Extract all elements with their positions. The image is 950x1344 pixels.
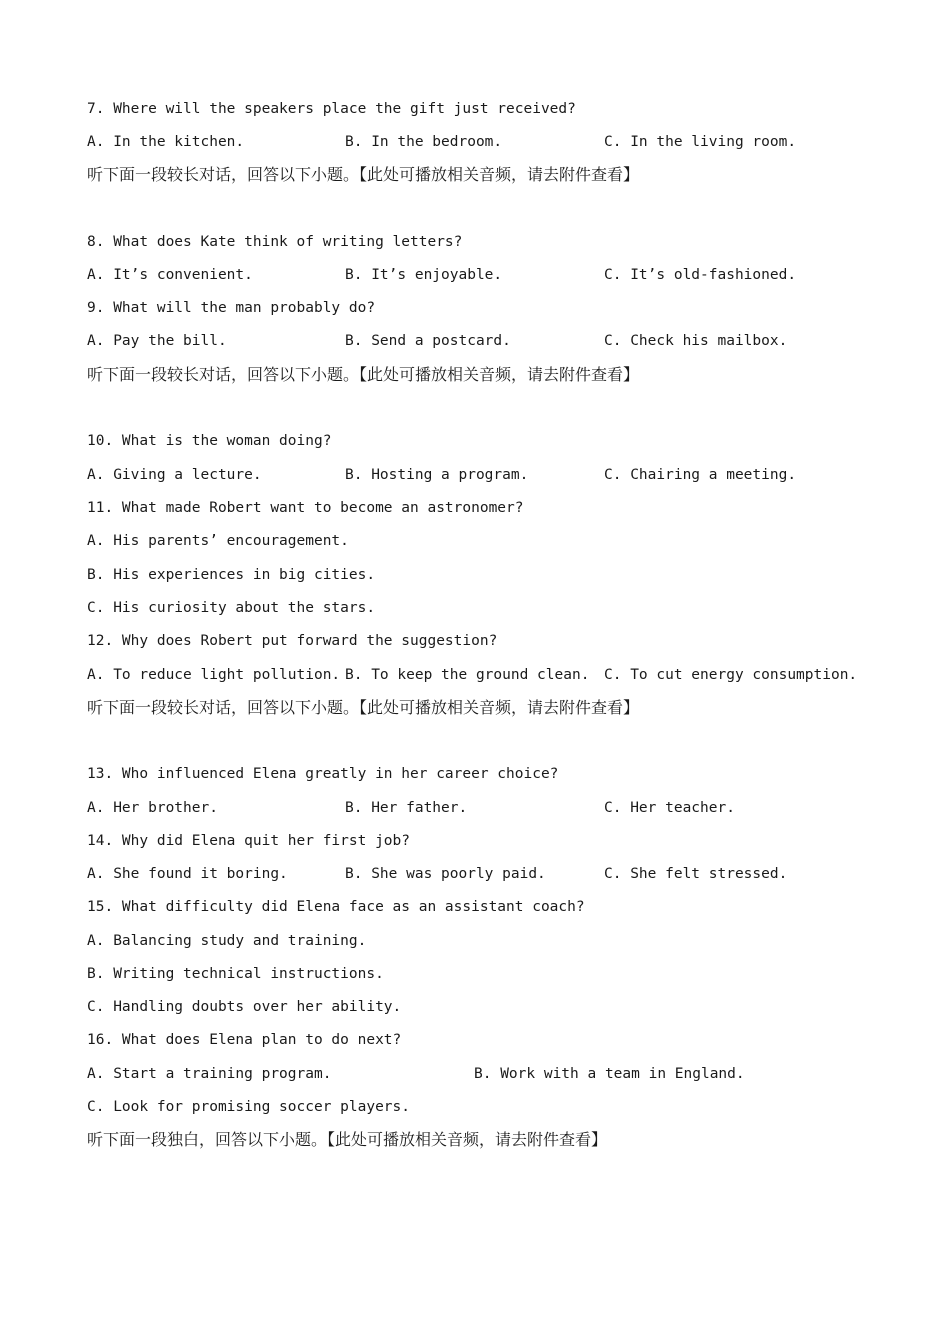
question-15-option-b: B. Writing technical instructions. [87, 966, 384, 982]
question-7-option-a: A. In the kitchen. [87, 134, 245, 150]
question-11-option-b: B. His experiences in big cities. [87, 567, 376, 583]
question-9-option-a: A. Pay the bill. [87, 333, 227, 349]
question-8-option-a: A. It’s convenient. [87, 267, 253, 283]
listening-instruction: 听下面一段独白，回答以下小题。【此处可播放相关音频，请去附件查看】 [87, 1130, 608, 1149]
question-14-stem: 14. Why did Elena quit her first job? [87, 833, 411, 849]
question-10-stem: 10. What is the woman doing? [87, 433, 332, 449]
question-8-stem: 8. What does Kate think of writing letters? [87, 234, 463, 250]
question-9-option-c: C. Check his mailbox. [604, 333, 788, 349]
listening-instruction: 听下面一段较长对话，回答以下小题。【此处可播放相关音频，请去附件查看】 [87, 165, 640, 184]
question-9-option-b: B. Send a postcard. [345, 333, 511, 349]
question-9-stem: 9. What will the man probably do? [87, 300, 376, 316]
listening-instruction: 听下面一段较长对话，回答以下小题。【此处可播放相关音频，请去附件查看】 [87, 365, 640, 384]
question-12-option-a: A. To reduce light pollution. [87, 667, 341, 683]
question-7-stem: 7. Where will the speakers place the gift just received? [87, 101, 576, 117]
question-13-stem: 13. Who influenced Elena greatly in her career choice? [87, 766, 559, 782]
question-11-stem: 11. What made Robert want to become an astronomer? [87, 500, 524, 516]
question-14-option-c: C. She felt stressed. [604, 866, 788, 882]
question-12-option-b: B. To keep the ground clean. [345, 667, 590, 683]
question-13-option-c: C. Her teacher. [604, 800, 735, 816]
question-16-stem: 16. What does Elena plan to do next? [87, 1032, 402, 1048]
question-7-option-b: B. In the bedroom. [345, 134, 503, 150]
question-15-option-c: C. Handling doubts over her ability. [87, 999, 402, 1015]
question-10-option-b: B. Hosting a program. [345, 467, 529, 483]
question-13-option-b: B. Her father. [345, 800, 468, 816]
question-12-stem: 12. Why does Robert put forward the suggestion? [87, 633, 498, 649]
question-12-option-c: C. To cut energy consumption. [604, 667, 858, 683]
listening-instruction: 听下面一段较长对话，回答以下小题。【此处可播放相关音频，请去附件查看】 [87, 698, 640, 717]
question-11-option-c: C. His curiosity about the stars. [87, 600, 376, 616]
question-15-stem: 15. What difficulty did Elena face as an assistant coach? [87, 899, 585, 915]
question-11-option-a: A. His parents’ encouragement. [87, 533, 349, 549]
question-8-option-b: B. It’s enjoyable. [345, 267, 503, 283]
question-8-option-c: C. It’s old-fashioned. [604, 267, 797, 283]
question-10-option-a: A. Giving a lecture. [87, 467, 262, 483]
question-10-option-c: C. Chairing a meeting. [604, 467, 797, 483]
question-7-option-c: C. In the living room. [604, 134, 797, 150]
question-13-option-a: A. Her brother. [87, 800, 218, 816]
question-16-option-c: C. Look for promising soccer players. [87, 1099, 411, 1115]
question-14-option-a: A. She found it boring. [87, 866, 288, 882]
question-16-option-b: B. Work with a team in England. [474, 1066, 745, 1082]
question-15-option-a: A. Balancing study and training. [87, 933, 367, 949]
question-16-option-a: A. Start a training program. [87, 1066, 332, 1082]
question-14-option-b: B. She was poorly paid. [345, 866, 546, 882]
